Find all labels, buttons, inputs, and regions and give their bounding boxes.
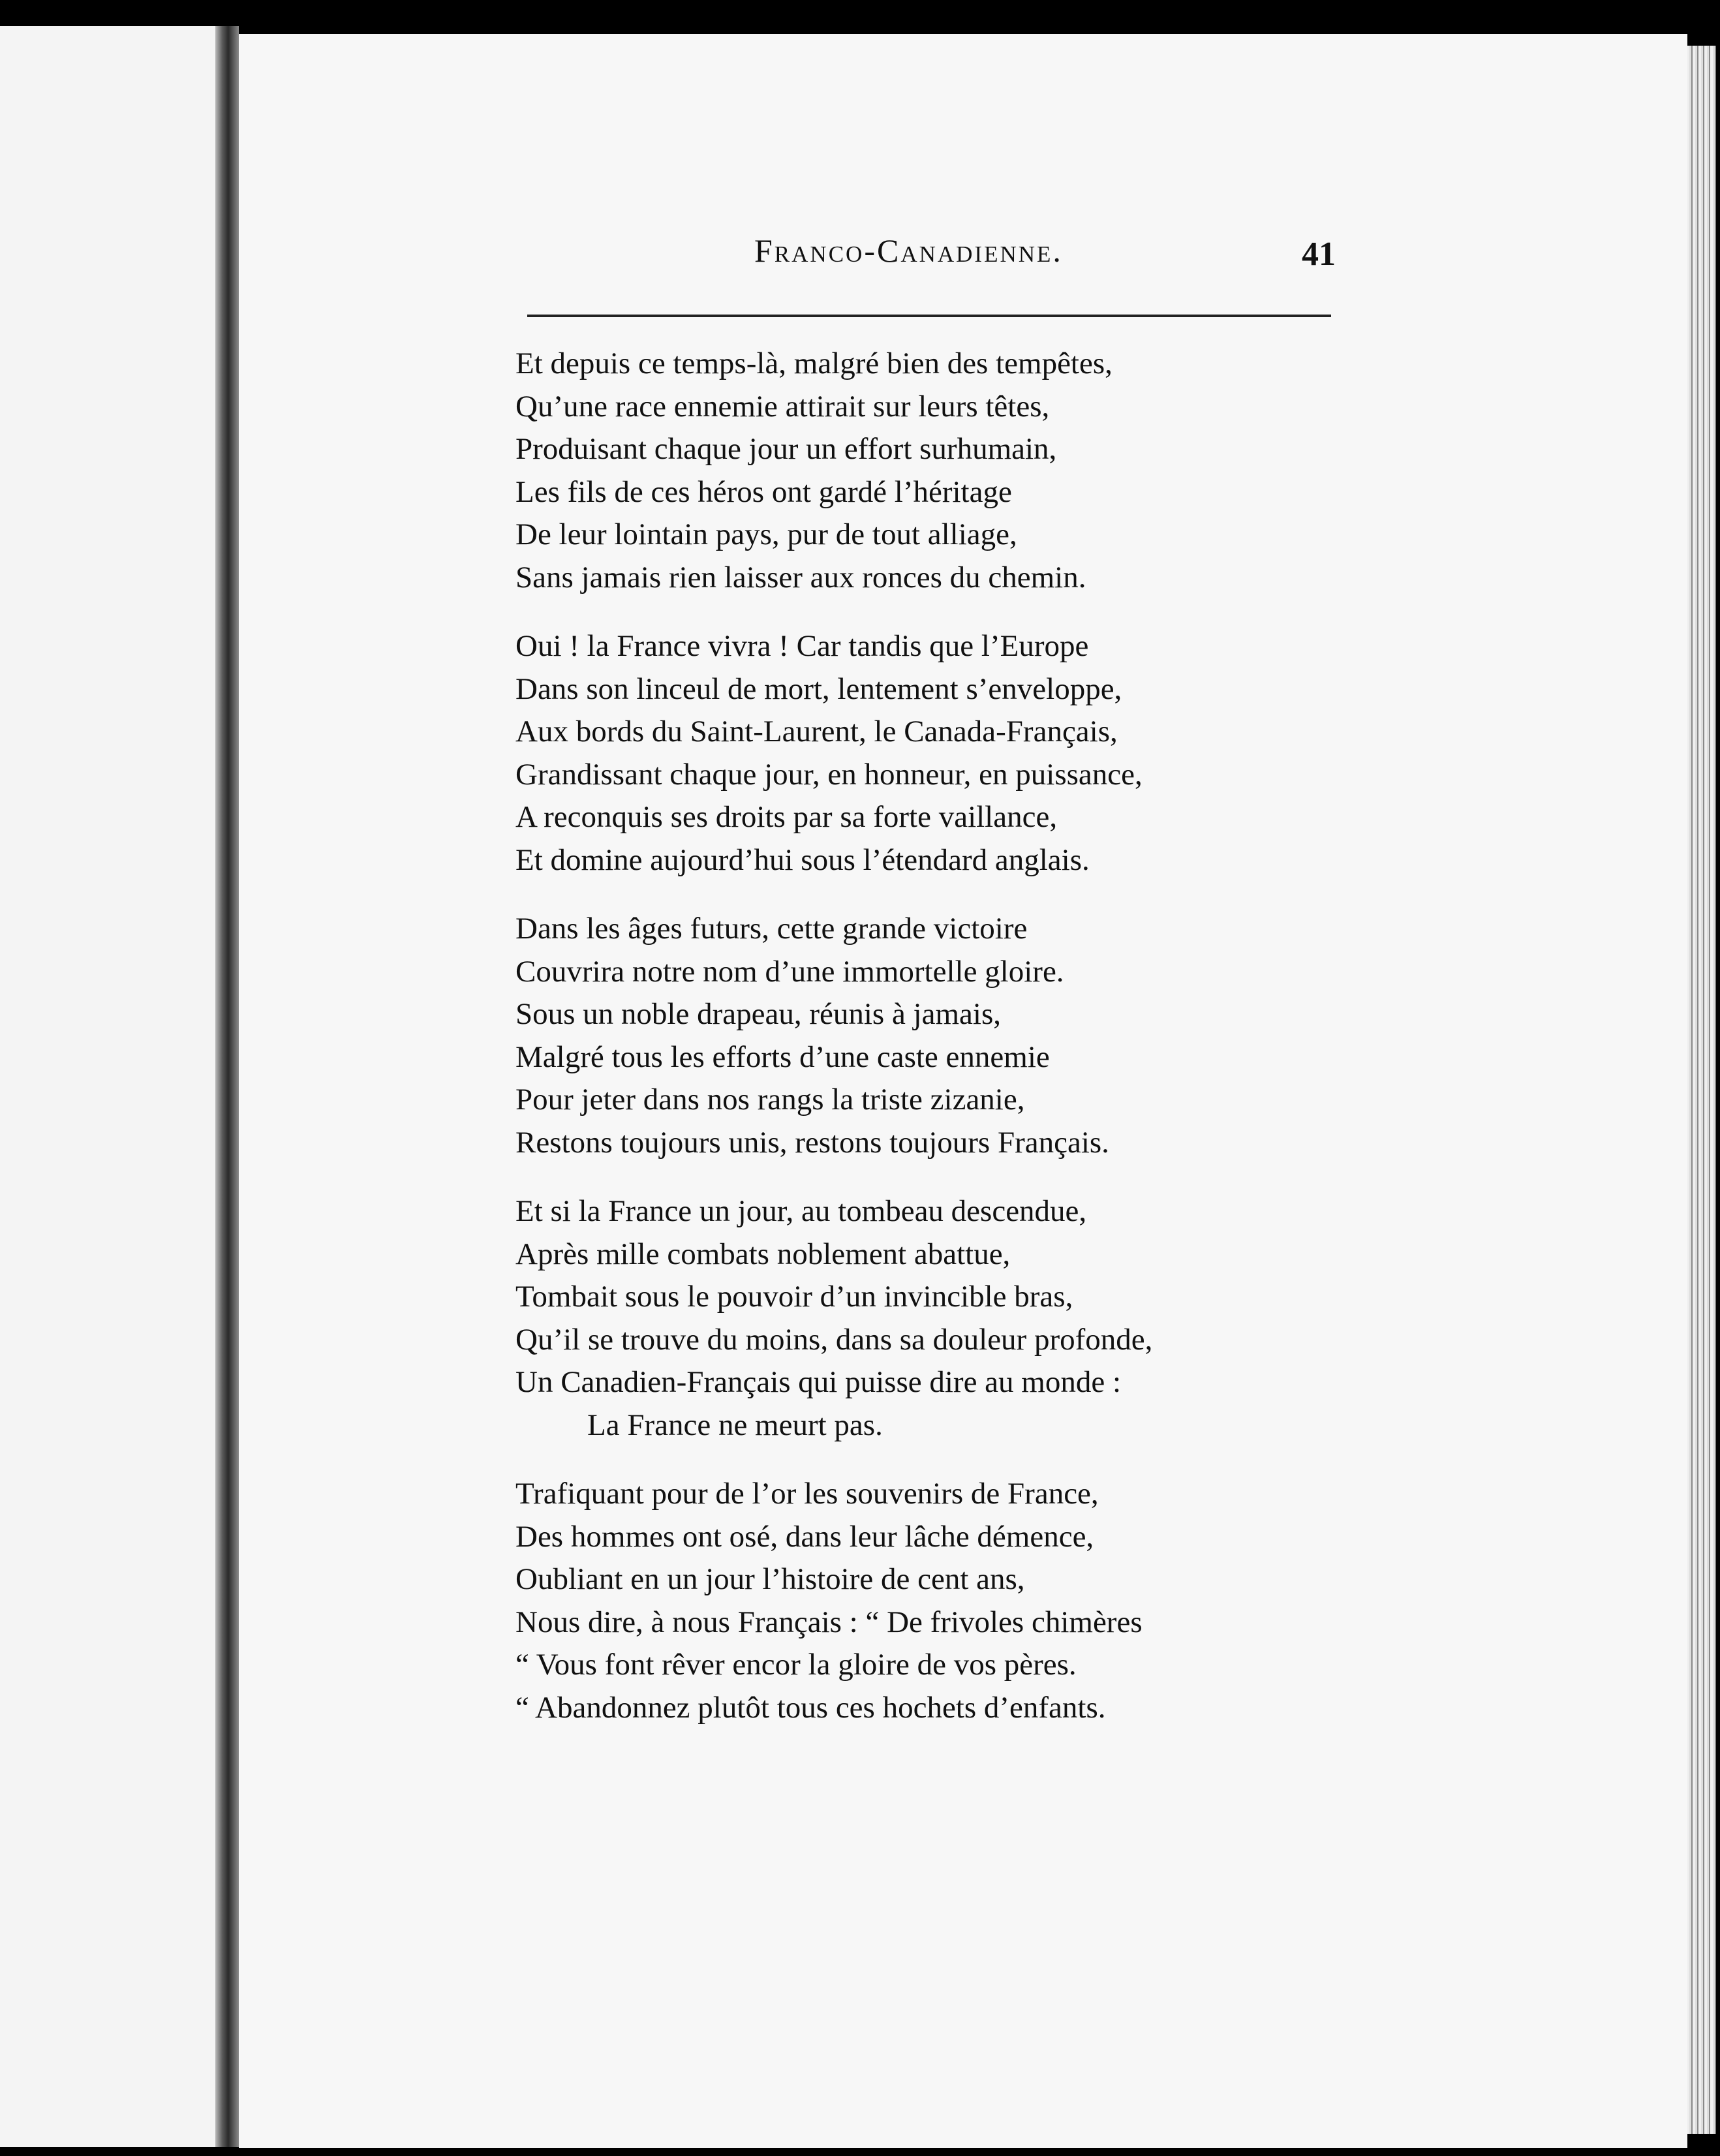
stanza-3 — [515, 908, 1318, 1164]
verse-line: Et si la France un jour, au tombeau descendue, — [515, 1194, 1087, 1228]
book-gutter — [215, 26, 239, 2147]
stanza-5 — [515, 1473, 1318, 1729]
stanza-2 — [515, 625, 1318, 882]
verse-line: Trafiquant pour de l’or les souvenirs de France, — [515, 1477, 1099, 1511]
verse-line: “ Vous font rêver encor la gloire de vos pères. — [515, 1648, 1077, 1682]
verse-line: Sans jamais rien laisser aux ronces du chemin. — [515, 560, 1086, 594]
verse-line: Couvrira notre nom d’une immortelle gloire. — [515, 954, 1064, 989]
verse-refrain: La France ne meurt pas. — [587, 1408, 883, 1442]
verse-line: Pour jeter dans nos rangs la triste zizanie, — [515, 1083, 1025, 1116]
verse-line: De leur lointain pays, pur de tout alliage, — [515, 517, 1017, 551]
verse-line: Qu’il se trouve du moins, dans sa douleur profonde, — [515, 1322, 1153, 1357]
header-rule — [527, 315, 1331, 317]
verse-line: Un Canadien-Français qui puisse dire au monde : — [515, 1365, 1122, 1399]
running-head: Franco-Canadienne. — [754, 232, 1063, 269]
verse-line: Des hommes ont osé, dans leur lâche démence, — [515, 1519, 1094, 1554]
verse-line: Malgré tous les efforts d’une caste ennemie — [515, 1040, 1050, 1074]
verse-line: Restons toujours unis, restons toujours Français. — [515, 1125, 1109, 1160]
verse-line: Sous un noble drapeau, réunis à jamais, — [515, 997, 1001, 1031]
verse-line: Produisant chaque jour un effort surhumain, — [515, 432, 1057, 466]
facing-page — [0, 26, 222, 2147]
verse-line: Qu’une race ennemie attirait sur leurs têtes, — [515, 389, 1050, 424]
verse-line: Et domine aujourd’hui sous l’étendard anglais. — [515, 842, 1090, 877]
poem-body — [515, 343, 1318, 1755]
verse-line: Grandissant chaque jour, en honneur, en puissance, — [515, 757, 1143, 792]
stanza-4 — [515, 1190, 1318, 1447]
verse-line: “ Abandonnez plutôt tous ces hochets d’enfants. — [515, 1690, 1106, 1725]
verse-line: Tombait sous le pouvoir d’un invincible bras, — [515, 1280, 1073, 1314]
verse-line: Aux bords du Saint-Laurent, le Canada-Français, — [515, 715, 1118, 748]
page-edges — [1683, 46, 1716, 2134]
verse-line: Oui ! la France vivra ! Car tandis que l’Europe — [515, 629, 1089, 663]
verse-line: Après mille combats noblement abattue, — [515, 1237, 1011, 1271]
verse-line: Dans les âges futurs, cette grande victoire — [515, 912, 1028, 946]
stanza-1 — [515, 343, 1318, 599]
verse-line: Dans son linceul de mort, lentement s’enveloppe, — [515, 671, 1122, 706]
verse-line: A reconquis ses droits par sa forte vaillance, — [515, 800, 1058, 834]
verse-line: Les fils de ces héros ont gardé l’héritage — [515, 474, 1012, 509]
page-number: 41 — [1302, 236, 1336, 273]
verse-line: Oubliant en un jour l’histoire de cent ans, — [515, 1562, 1025, 1596]
verse-line: Et depuis ce temps-là, malgré bien des tempêtes, — [515, 346, 1113, 380]
verse-line: Nous dire, à nous Français : “ De frivoles chimères — [515, 1605, 1143, 1639]
